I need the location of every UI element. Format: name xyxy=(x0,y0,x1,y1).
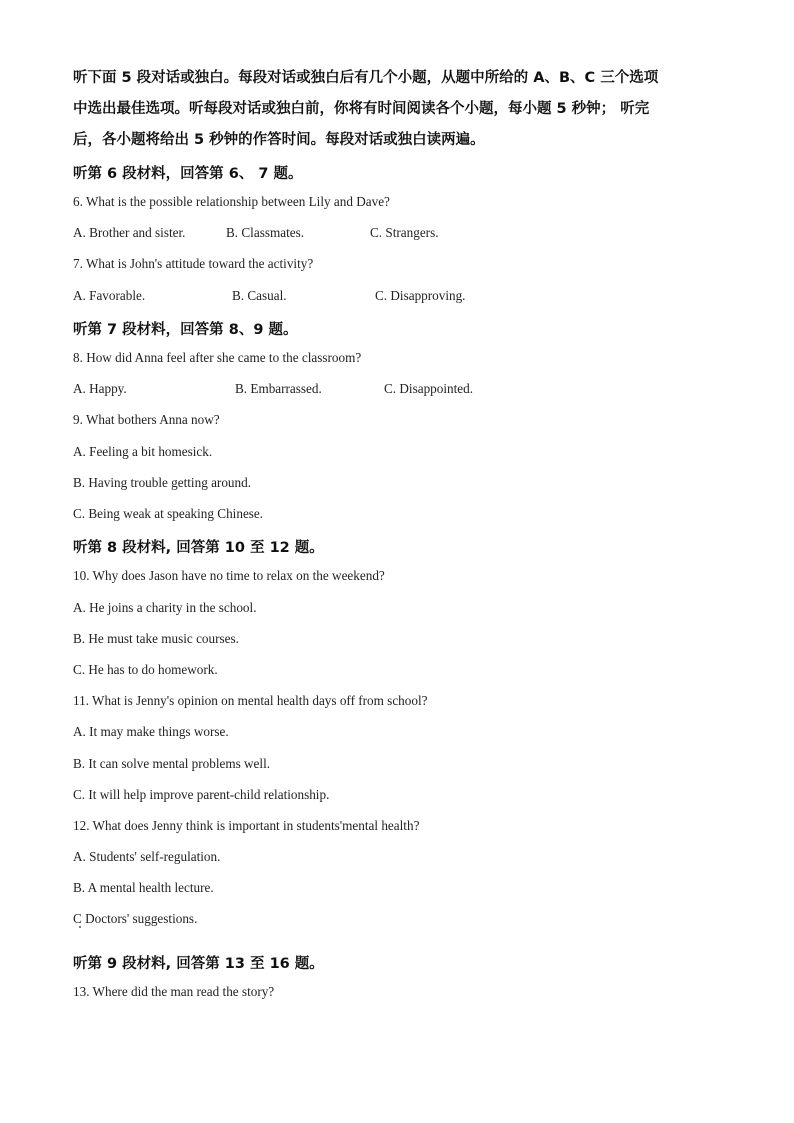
question-10-option-c: C. He has to do homework. xyxy=(73,662,218,677)
question-9-option-c: C. Being weak at speaking Chinese. xyxy=(73,506,264,521)
question-8: 8. How did Anna feel after she came to the classroom? xyxy=(73,350,362,365)
question-7: 7. What is John's attitude toward the activity? xyxy=(73,256,314,271)
question-8-option-b: B. Embarrassed. xyxy=(235,381,322,396)
question-6: 6. What is the possible relationship between Lily and Dave? xyxy=(73,194,390,209)
question-12: 12. What does Jenny think is important in students'mental health? xyxy=(73,818,420,833)
question-11-option-a: A. It may make things worse. xyxy=(73,724,229,739)
instructions-line-3: 后，各小题将给出 5 秒钟的作答时间。每段对话或独白读两遍。 xyxy=(73,132,485,148)
question-11-option-c: C. It will help improve parent-child relationship. xyxy=(73,787,330,802)
question-12-option-a: A. Students' self-regulation. xyxy=(73,849,221,864)
question-8-option-a: A. Happy. xyxy=(73,381,127,396)
question-9: 9. What bothers Anna now? xyxy=(73,412,220,427)
question-10: 10. Why does Jason have no time to relax on the weekend? xyxy=(73,568,385,583)
question-11-option-b: B. It can solve mental problems well. xyxy=(73,756,271,771)
question-11: 11. What is Jenny's opinion on mental health days off from school? xyxy=(73,693,428,708)
question-6-option-a: A. Brother and sister. xyxy=(73,225,186,240)
question-9-option-b: B. Having trouble getting around. xyxy=(73,475,251,490)
question-10-option-a: A. He joins a charity in the school. xyxy=(73,600,257,615)
question-7-option-b: B. Casual. xyxy=(232,288,287,303)
question-13: 13. Where did the man read the story? xyxy=(73,984,275,999)
question-12-option-b: B. A mental health lecture. xyxy=(73,880,214,895)
section-heading-9: 听第 9 段材料, 回答第 13 至 16 题。 xyxy=(73,956,324,972)
question-7-option-a: A. Favorable. xyxy=(73,288,146,303)
instructions-line-2: 中选出最佳选项。听每段对话或独白前，你将有时间阅读各个小题，每小题 5 秒钟； 听完 xyxy=(73,101,650,117)
stray-dot-mark xyxy=(79,926,81,928)
question-6-option-b: B. Classmates. xyxy=(226,225,305,240)
question-9-option-a: A. Feeling a bit homesick. xyxy=(73,444,213,459)
section-heading-8: 听第 8 段材料, 回答第 10 至 12 题。 xyxy=(73,540,324,556)
question-12-option-c: C Doctors' suggestions. xyxy=(73,911,198,926)
section-heading-6: 听第 6 段材料，回答第 6、 7 题。 xyxy=(73,166,303,182)
question-7-option-c: C. Disapproving. xyxy=(375,288,466,303)
section-heading-7: 听第 7 段材料，回答第 8、9 题。 xyxy=(73,322,298,338)
question-6-option-c: C. Strangers. xyxy=(370,225,439,240)
question-10-option-b: B. He must take music courses. xyxy=(73,631,239,646)
instructions-line-1: 听下面 5 段对话或独白。每段对话或独白后有几个小题，从题中所给的 A、B、C 三个选项 xyxy=(73,70,659,86)
question-8-option-c: C. Disappointed. xyxy=(384,381,474,396)
